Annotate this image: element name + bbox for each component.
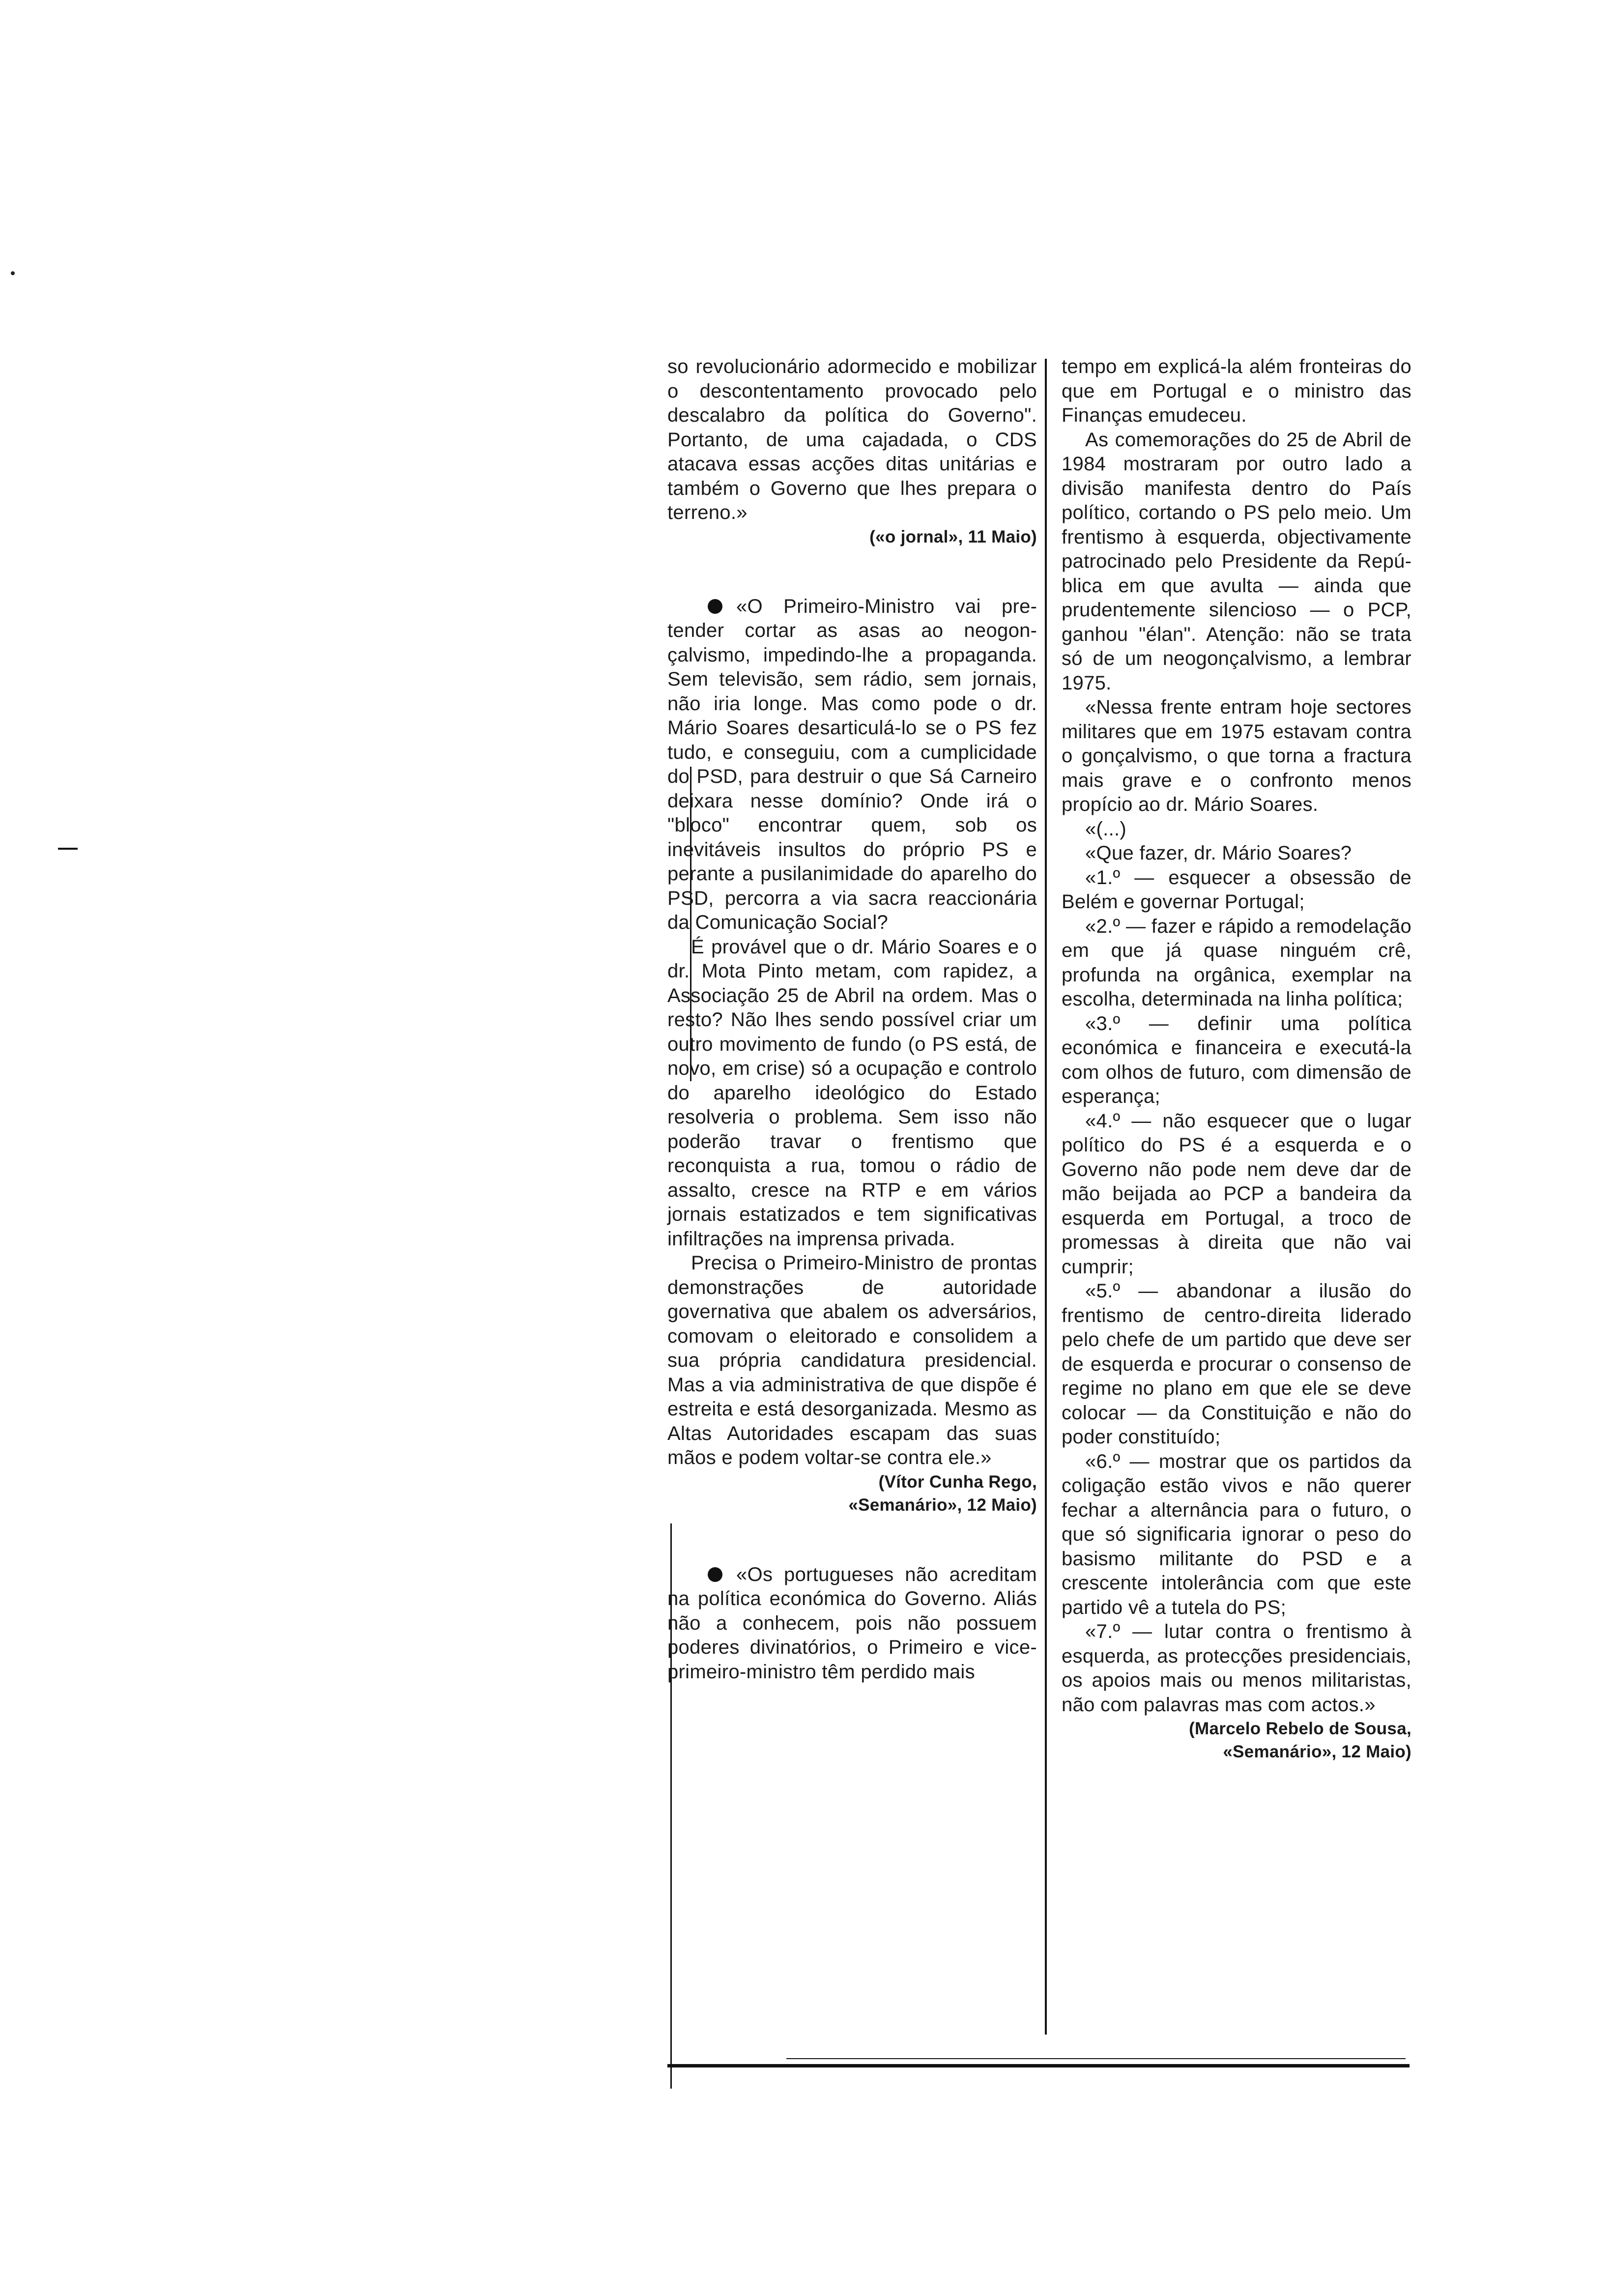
column-rule: [1045, 359, 1047, 2035]
credit-source: «Semanário», 12 Maio): [1223, 1742, 1411, 1761]
list-item: «6.º — mostrar que os partidos da coligação estão vivos e não querer fechar a alternância para o futuro, o que só significaria ignorar o peso do basismo militante do PSD e a crescente intolerância com que este partido vê a tutela do PS;: [1062, 1450, 1411, 1618]
credit-source: «Semanário», 12 Maio): [848, 1495, 1037, 1515]
spacer: [667, 1517, 1037, 1563]
spacer: [667, 548, 1037, 595]
article-paragraph: «Que fazer, dr. Mário Soares?: [1085, 842, 1352, 864]
credit-author: (Vítor Cunha Rego,: [878, 1472, 1037, 1492]
article-paragraph: [667, 595, 1037, 935]
article-paragraph: so revolucionário adormecido e mobilizar o descontentamento provocado pelo descalabro da política do Governo". Portanto, de uma cajadada, o CDS atacava essas acções ditas unitárias e também o Governo que lhes prepara o terreno.»: [667, 356, 1037, 523]
list-item: «4.º — não esquecer que o lugar político do PS é a esquerda e o Governo não pode nem deve dar de mão beijada ao PCP a bandeira da esquerda em Portugal, a troco de promessas à direita que não vai cumprir;: [1062, 1110, 1411, 1278]
bullet-icon: [708, 1567, 722, 1582]
source-credit: [667, 1470, 1037, 1517]
scan-speck: [11, 271, 15, 275]
list-item: «7.º — lutar contra o frentismo à esquerda, as protecções presidenciais, os apoios mais ou menos militaristas, não com palavras mas com actos.»: [1062, 1621, 1411, 1716]
article-paragraph: «Nessa frente entram hoje sectores militares que em 1975 estavam contra o gonçalvismo, o que torna a fractura mais grave e o confronto menos propício ao dr. Mário Soares.: [1062, 696, 1411, 815]
article-paragraph: «(...): [1085, 818, 1127, 840]
list-item: «5.º — abandonar a ilusão do frentismo de centro-direita liderado pelo chefe de um partido que deve ser de esquerda e procurar o consenso de regime no plano em que ele se deve colocar — da Constituição e não do poder constituído;: [1062, 1280, 1411, 1448]
right-column: [1062, 355, 1411, 1763]
bullet-icon: [708, 599, 722, 614]
source-credit: («o jornal», 11 Maio): [869, 527, 1037, 546]
credit-author: (Marcelo Rebelo de Sousa,: [1189, 1719, 1411, 1738]
bottom-rule-thin: [786, 2058, 1406, 2059]
paragraph-text: «Os portugueses não acreditam na política económica do Governo. Aliás não a conhecem, pois não possuem poderes divinatórios, o Primeiro e vice-primeiro-ministro têm perdido mais: [667, 1563, 1037, 1683]
scan-mark: [58, 848, 78, 850]
list-item: «2.º — fazer e rápido a remodelação em que já quase ninguém crê, profunda na orgânica, exemplar na escolha, determinada na linha política;: [1062, 915, 1411, 1010]
article-paragraph: As comemorações do 25 de Abril de 1984 mostraram por outro lado a divisão manifesta dentro do País político, cortando o PS pelo meio. Um frentismo à esquerda, objectivamente patrocinado pelo Presidente da República em que avulta — ainda que prudentemente silencioso — o PCP, ganhou "élan". Atenção: não se trata só de um neogonçalvismo, a lembrar 1975.: [1062, 429, 1411, 694]
source-credit: [1062, 1717, 1411, 1763]
article-paragraph: [667, 1563, 1037, 1685]
article-paragraph: É provável que o dr. Mário Soares e o dr. Mota Pinto metam, com rapidez, a Associação 25 de Abril na ordem. Mas o resto? Não lhes sendo possível criar um outro movimento de fundo (o PS está, de novo, em crise) só a ocupação e controlo do aparelho ideológico do Estado resolveria o problema. Sem isso não poderão travar o frentismo que reconquista a rua, tomou o rádio de assalto, cresce na RTP e em vários jornais estatizados e tem significativas infiltrações na imprensa privada.: [667, 936, 1037, 1250]
list-item: «3.º — definir uma política económica e financeira e executá-la com olhos de futuro, com dimensão de esperança;: [1062, 1012, 1411, 1107]
left-column: [667, 355, 1037, 1684]
paragraph-text: «O Primeiro-Ministro vai pretender cortar as asas ao neogonçalvismo, impedindo-lhe a propaganda. Sem televisão, sem rádio, sem jornais, não iria longe. Mas como pode o dr. Mário Soares desarticulá-lo se o PS fez tudo, e conseguiu, com a cumplicidade do PSD, para destruir o que Sá Carneiro deixara nesse domínio? Onde irá o "bloco" encontrar quem, sob os inevitáveis insultos do próprio PS e perante a pusilanimidade do aparelho do PSD, percorra a via sacra reaccionária da Comunicação Social?: [667, 595, 1037, 933]
article-paragraph: Precisa o Primeiro-Ministro de prontas demonstrações de autoridade governativa que abalem os adversários, comovam o eleitorado e consolidem a sua própria candidatura presidencial. Mas a via administrativa de que dispõe é estreita e está desorganizada. Mesmo as Altas Autoridades escapam das suas mãos e podem voltar-se contra ele.»: [667, 1252, 1037, 1468]
list-item: «1.º — esquecer a obsessão de Belém e governar Portugal;: [1062, 866, 1411, 913]
article-paragraph: tempo em explicá-la além fronteiras do que em Portugal e o ministro das Finanças emudeceu.: [1062, 356, 1411, 426]
bottom-rule: [667, 2064, 1410, 2067]
